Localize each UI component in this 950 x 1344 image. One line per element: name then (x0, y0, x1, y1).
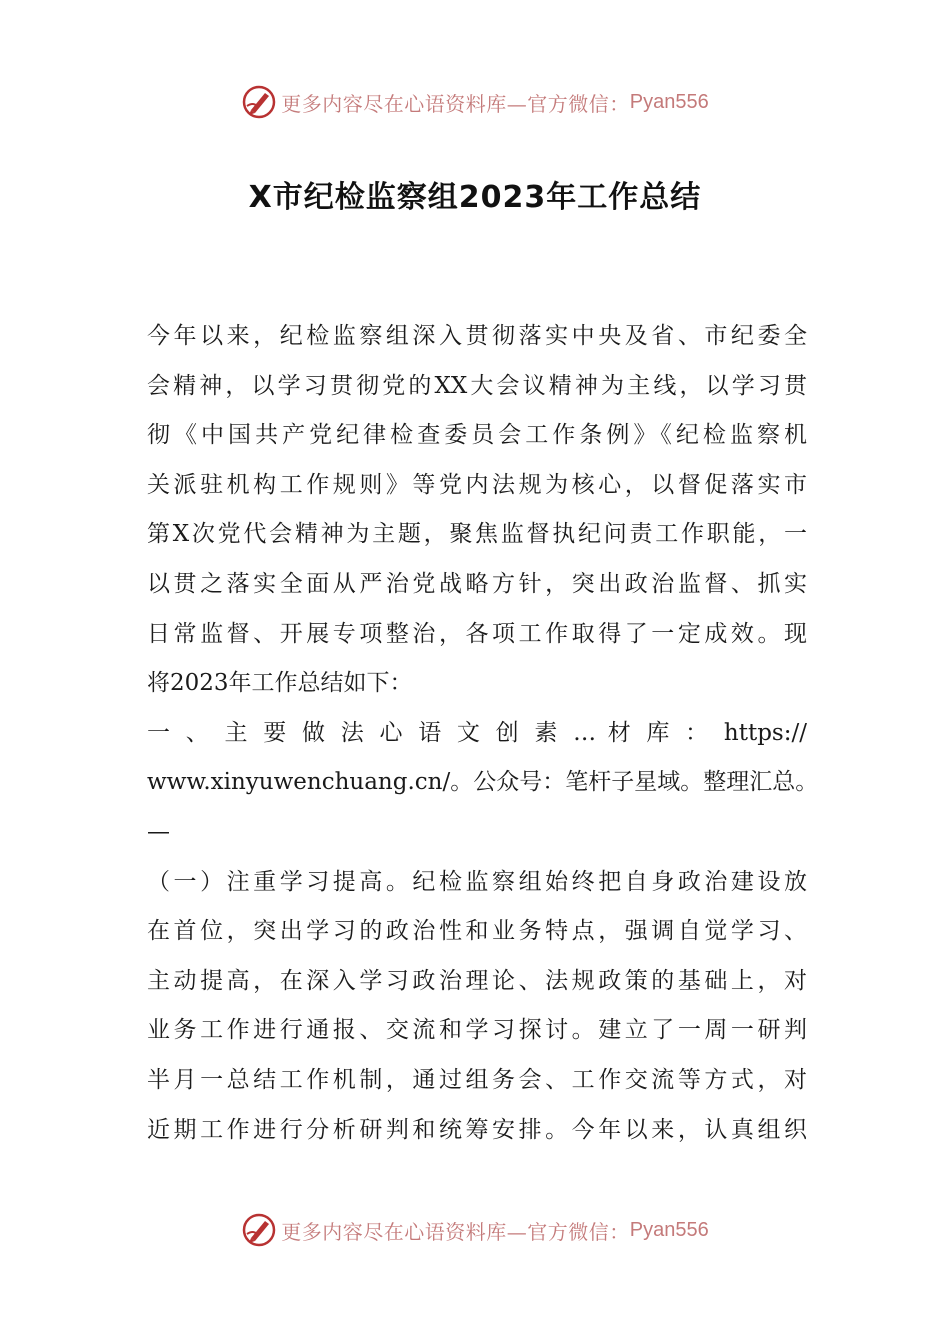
pen-logo-icon (241, 1212, 277, 1248)
banner-wechat-id: Pyan556 (629, 1218, 709, 1241)
section-heading-line: 一 、 主 要 做 法 心 语 文 创 素 … 材 库 ： https:// (147, 719, 807, 746)
text-line: 主动提高，在深入学习政治理论、法规政策的基础上，对 (147, 967, 807, 994)
text-line: （一）注重学习提高。纪检监察组始终把自身政治建设放 (147, 868, 807, 895)
text-line: 今年以来，纪检监察组深入贯彻落实中央及省、市纪委全 (147, 323, 807, 349)
banner-site-text: 更多内容尽在心语资料库—官方微信： (281, 91, 630, 116)
pen-logo-icon (241, 84, 277, 120)
text-line: 近期工作进行分析研判和统筹安排。今年以来，认真组织 (147, 1116, 807, 1143)
url-line: www.xinyuwenchuang.cn/。公众号：笔杆子星域。整理汇总。 (147, 769, 819, 796)
text-line: 将2023年工作总结如下： (147, 670, 413, 697)
text-line: 业务工作进行通报、交流和学习探讨。建立了一周一研判 (147, 1017, 807, 1044)
document-body (147, 312, 819, 1155)
dash-line: — (147, 818, 170, 845)
text-line: 以贯之落实全面从严治党战略方针，突出政治监督、抓实 (147, 570, 807, 597)
banner-site-text: 更多内容尽在心语资料库—官方微信： (281, 1219, 630, 1244)
banner-wechat-id: Pyan556 (629, 90, 709, 113)
text-line: 彻《中国共产党纪律检查委员会工作条例》《纪检监察机 (147, 422, 807, 449)
text-line: 第X次党代会精神为主题，聚焦监督执纪问责工作职能，一 (147, 521, 807, 548)
text-line: 关派驻机构工作规则》等党内法规为核心，以督促落实市 (147, 471, 807, 498)
text-line: 半月一总结工作机制，通过组务会、工作交流等方式，对 (147, 1066, 807, 1093)
text-line: 日常监督、开展专项整治，各项工作取得了一定成效。现 (147, 620, 807, 647)
page-title: X市纪检监察组2023年工作总结 (248, 180, 702, 215)
footer-banner (0, 1208, 950, 1252)
text-line: 会精神，以学习贯彻党的XX大会议精神为主线，以学习贯 (147, 372, 807, 399)
header-banner (0, 80, 950, 124)
text-line: 在首位，突出学习的政治性和业务特点，强调自觉学习、 (147, 918, 807, 945)
